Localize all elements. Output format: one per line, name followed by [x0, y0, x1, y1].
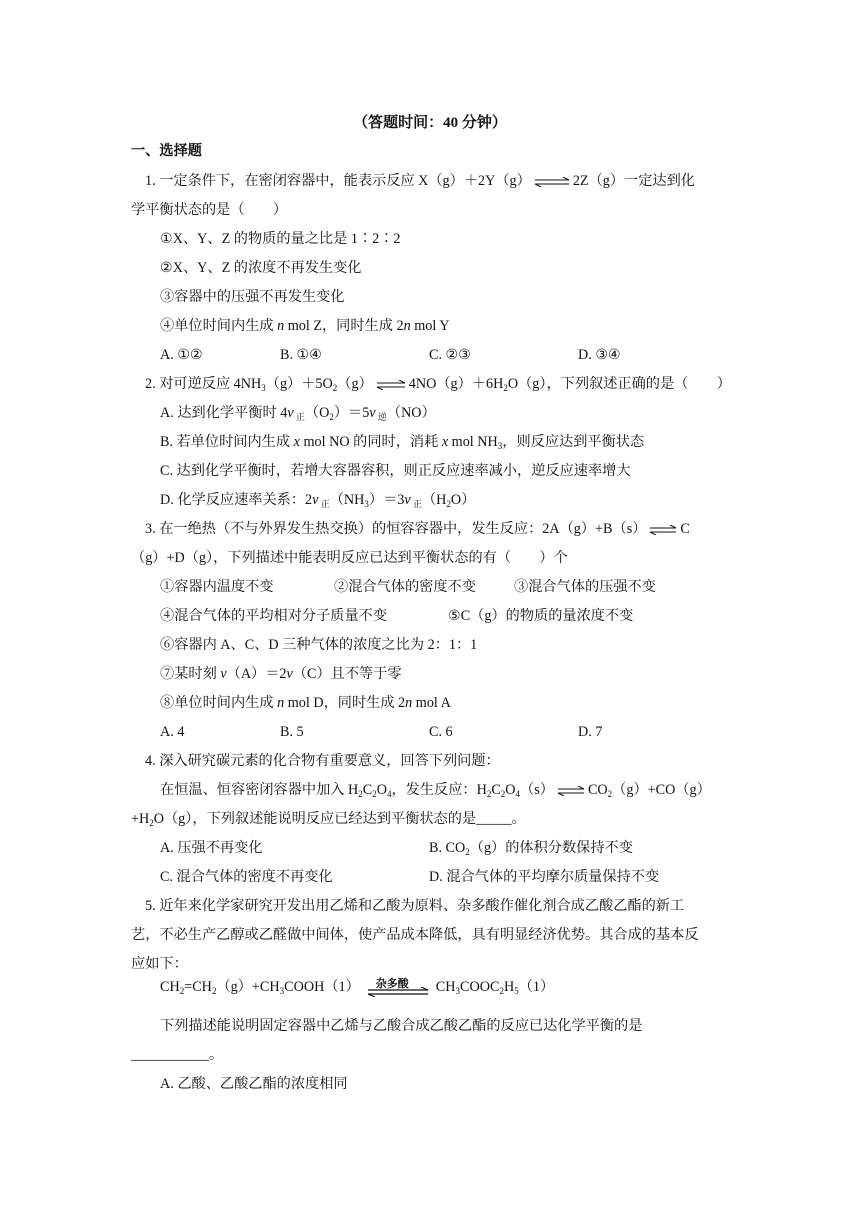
q3-option-a: A. 4: [160, 724, 185, 740]
q3-option-d: D. 7: [578, 724, 603, 740]
catalyst-label: 杂多酸: [375, 976, 409, 990]
q3-stem-b: C: [680, 521, 690, 537]
q1-item-2: ②X、Y、Z 的浓度不再发生变化: [160, 260, 362, 276]
q1-option-c: C. ②③: [429, 347, 471, 363]
q5-line-e: ___________。: [131, 1047, 224, 1063]
equilibrium-arrow-icon: [648, 525, 678, 535]
q1-option-b: B. ①④: [280, 347, 322, 363]
equilibrium-arrow-icon: [375, 380, 407, 390]
q3-item-5: ⑤C（g）的物质的量浓度不变: [448, 608, 634, 624]
q2-option-a: A. 达到化学平衡时 4v $_正(O_2)=5v$ $_逆$（NO）: [160, 405, 436, 422]
q5-line-d: 下列描述能说明固定容器中乙烯与乙酸合成乙酸乙酯的反应已达化学平衡的是: [160, 1018, 643, 1034]
catalyst-arrow-icon: [366, 977, 430, 999]
q3-item-6: ⑥容器内 A、C、D 三种气体的浓度之比为 2：1：1: [160, 637, 478, 653]
q5-option-a: A. 乙酸、乙酸乙酯的浓度相同: [160, 1076, 348, 1092]
q4-stem: 4. 深入研究碳元素的化合物有重要意义，回答下列问题：: [145, 753, 500, 769]
q4-line-b: $CO_2(g)+CO(g)$: [587, 782, 711, 799]
q3-item-7: ⑦某时刻 v（A）＝2v（C）且不等于零: [160, 666, 402, 682]
q4-option-d: D. 混合气体的平均摩尔质量保持不变: [429, 869, 660, 885]
q5-stem-line2: 艺，不必生产乙醇或乙醛做中间体，使产品成本降低，具有明显经济优势。其合成的基本反: [131, 927, 699, 943]
q3-stem-line2: （g）+D（g），下列描述中能表明反应已达到平衡状态的有（ ）个: [131, 550, 568, 566]
q2-option-d: D. 化学反应速率关系：2v $_正(NH_3)=3v$ $_正(H_2O)$: [160, 492, 476, 509]
q1-stem-b: 2Z（g）一定达到化: [572, 173, 695, 189]
q1-option-a: A. ①②: [160, 347, 203, 363]
q4-option-c: C. 混合气体的密度不再变化: [160, 869, 333, 885]
q4-line-a: 在恒温、恒容密闭容器中加入 $H_2C_2O_4$，发生反应：$H_2C_2O_4(s)$: [160, 782, 554, 799]
q2-option-b: B. 若单位时间内生成 x mol NO 的同时，消耗 x mol $NH_3$，则反应达到平衡状态: [160, 434, 645, 451]
q5-eq-right: $CH_3COOC_2H_5(1)$: [435, 979, 555, 996]
q2-option-c: C. 达到化学平衡时，若增大容器容积，则正反应速率减小，逆反应速率增大: [160, 463, 631, 479]
q4-option-a: A. 压强不再变化: [160, 840, 263, 856]
q3-option-b: B. 5: [280, 724, 304, 740]
q1-item-4: ④单位时间内生成 n mol Z，同时生成 2n mol Y: [160, 318, 450, 334]
q3-stem: [145, 518, 690, 540]
q3-item-8: ⑧单位时间内生成 n mol D，同时生成 2n mol A: [160, 695, 451, 711]
q3-stem-a: 3. 在一绝热（不与外界发生热交换）的恒容容器中，发生反应：2A（g）+B（s）: [145, 521, 647, 537]
q1-stem-a: 1. 一定条件下，在密闭容器中，能表示反应 X（g）＋2Y（g）: [145, 173, 531, 189]
q2-stem: [145, 373, 731, 395]
q3-option-c: C. 6: [429, 724, 453, 740]
q4-line-1: [160, 779, 711, 801]
q4-line-2: $+H_2O(g)$，下列叙述能说明反应已经达到平衡状态的是_____。: [131, 811, 526, 828]
q5-eq-left: $CH_2=CH_2(g)+CH_3COOH(1)$: [160, 979, 360, 996]
q4-option-b: B. $CO_2(g)$的体积分数保持不变: [429, 840, 633, 857]
q1-stem-line2: 学平衡状态的是（ ）: [131, 202, 288, 218]
q1-option-d: D. ③④: [578, 347, 621, 363]
q3-item-2: ②混合气体的密度不变: [334, 579, 476, 595]
q3-item-1: ①容器内温度不变: [160, 579, 274, 595]
q1-item-1: ①X、Y、Z 的物质的量之比是 1∶2∶2: [160, 231, 401, 247]
equilibrium-arrow-icon: [533, 177, 571, 187]
q2-stem-a: 2. 对可逆反应 $4NH_3(g)+5O_2(g)$: [145, 376, 373, 393]
q3-item-3: ③混合气体的压强不变: [514, 579, 656, 595]
equilibrium-arrow-icon: [556, 786, 586, 796]
q3-item-4: ④混合气体的平均相对分子质量不变: [160, 608, 388, 624]
q2-stem-b: $4NO(g)+6H_2O(g)$，下列叙述正确的是（ ）: [408, 376, 731, 393]
q5-stem-line1: 5. 近年来化学家研究开发出用乙烯和乙酸为原料、杂多酸作催化剂合成乙酸乙酯的新工: [145, 898, 685, 914]
q1-stem-line1: [145, 170, 695, 192]
q1-item-3: ③容器中的压强不再发生变化: [160, 289, 345, 305]
q5-stem-line3: 应如下：: [131, 956, 188, 972]
page-title: （答题时间：40 分钟）: [353, 115, 507, 131]
section-heading: 一、选择题: [131, 143, 202, 159]
q5-equation: [160, 976, 554, 999]
